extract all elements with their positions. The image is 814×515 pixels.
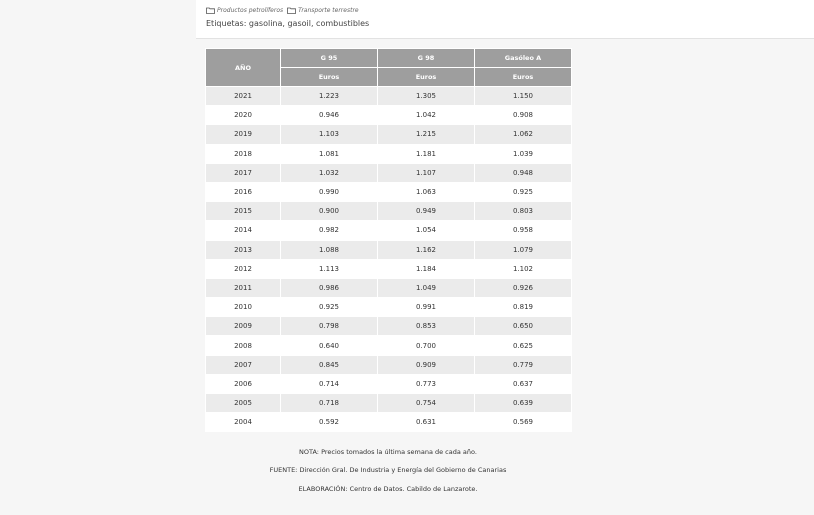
folder-icon xyxy=(287,7,296,14)
price-cell: 0.982 xyxy=(281,221,378,240)
price-cell: 0.853 xyxy=(378,317,475,336)
price-cell: 1.107 xyxy=(378,163,475,182)
table-row xyxy=(206,278,572,297)
fuel-price-table xyxy=(205,48,572,432)
price-cell: 0.909 xyxy=(378,355,475,374)
year-cell: 2006 xyxy=(206,374,281,393)
tags-line: Etiquetas: gasolina, gasoil, combustibles xyxy=(206,19,370,28)
year-cell: 2009 xyxy=(206,317,281,336)
elaboration-text: ELABORACIÓN: Centro de Datos. Cabildo de Lanzarote. xyxy=(298,485,478,493)
price-cell: 0.925 xyxy=(475,182,572,201)
table-row xyxy=(206,413,572,432)
price-cell: 0.639 xyxy=(475,394,572,413)
year-cell: 2017 xyxy=(206,163,281,182)
year-cell: 2012 xyxy=(206,259,281,278)
price-cell: 0.754 xyxy=(378,394,475,413)
year-cell: 2008 xyxy=(206,336,281,355)
column-header-g98: G 98 xyxy=(378,49,475,68)
price-cell: 0.803 xyxy=(475,202,572,221)
year-cell: 2015 xyxy=(206,202,281,221)
category-label: Transporte terrestre xyxy=(298,7,359,14)
year-cell: 2016 xyxy=(206,182,281,201)
folder-icon xyxy=(206,7,215,14)
table-row xyxy=(206,221,572,240)
price-cell: 0.718 xyxy=(281,394,378,413)
price-cell: 1.184 xyxy=(378,259,475,278)
column-header-gasoleo: Gasóleo A xyxy=(475,49,572,68)
price-cell: 1.032 xyxy=(281,163,378,182)
price-cell: 0.714 xyxy=(281,374,378,393)
source-text: FUENTE: Dirección Gral. De Industria y Energía del Gobierno de Canarias xyxy=(269,466,507,474)
price-cell: 1.113 xyxy=(281,259,378,278)
table-row xyxy=(206,394,572,413)
price-cell: 0.900 xyxy=(281,202,378,221)
column-header-year: AÑO xyxy=(206,49,281,87)
year-cell: 2014 xyxy=(206,221,281,240)
price-cell: 1.088 xyxy=(281,240,378,259)
category-link-transporte[interactable] xyxy=(287,7,358,14)
price-cell: 1.215 xyxy=(378,125,475,144)
price-cell: 0.908 xyxy=(475,106,572,125)
table-row xyxy=(206,144,572,163)
column-header-g95: G 95 xyxy=(281,49,378,68)
price-cell: 1.039 xyxy=(475,144,572,163)
unit-header: Euros xyxy=(378,68,475,87)
price-cell: 1.063 xyxy=(378,182,475,201)
table-row xyxy=(206,202,572,221)
price-cell: 0.631 xyxy=(378,413,475,432)
year-cell: 2020 xyxy=(206,106,281,125)
table-row xyxy=(206,163,572,182)
price-cell: 0.779 xyxy=(475,355,572,374)
price-cell: 1.103 xyxy=(281,125,378,144)
price-cell: 0.986 xyxy=(281,278,378,297)
price-cell: 1.081 xyxy=(281,144,378,163)
table-header-row xyxy=(206,49,572,68)
category-label: Productos petrolíferos xyxy=(217,7,284,14)
year-cell: 2004 xyxy=(206,413,281,432)
category-list xyxy=(206,7,363,14)
price-cell: 0.819 xyxy=(475,298,572,317)
price-cell: 0.948 xyxy=(475,163,572,182)
table-row xyxy=(206,182,572,201)
year-cell: 2007 xyxy=(206,355,281,374)
table-row xyxy=(206,317,572,336)
table-row xyxy=(206,106,572,125)
unit-header: Euros xyxy=(475,68,572,87)
table-body xyxy=(206,87,572,432)
price-cell: 0.650 xyxy=(475,317,572,336)
year-cell: 2021 xyxy=(206,87,281,106)
table-row xyxy=(206,87,572,106)
price-cell: 1.181 xyxy=(378,144,475,163)
year-cell: 2010 xyxy=(206,298,281,317)
year-cell: 2013 xyxy=(206,240,281,259)
table-row xyxy=(206,259,572,278)
unit-header: Euros xyxy=(281,68,378,87)
year-cell: 2011 xyxy=(206,278,281,297)
note-text: NOTA: Precios tomados la última semana de cada año. xyxy=(299,448,477,456)
price-cell: 1.062 xyxy=(475,125,572,144)
price-cell: 0.700 xyxy=(378,336,475,355)
price-cell: 0.958 xyxy=(475,221,572,240)
price-cell: 0.845 xyxy=(281,355,378,374)
price-cell: 0.637 xyxy=(475,374,572,393)
price-cell: 0.925 xyxy=(281,298,378,317)
table-row xyxy=(206,336,572,355)
table-row xyxy=(206,374,572,393)
price-cell: 1.102 xyxy=(475,259,572,278)
table-row xyxy=(206,125,572,144)
price-cell: 1.079 xyxy=(475,240,572,259)
price-cell: 1.054 xyxy=(378,221,475,240)
price-cell: 1.162 xyxy=(378,240,475,259)
price-cell: 0.569 xyxy=(475,413,572,432)
price-cell: 1.150 xyxy=(475,87,572,106)
price-cell: 0.773 xyxy=(378,374,475,393)
price-cell: 0.946 xyxy=(281,106,378,125)
price-cell: 0.926 xyxy=(475,278,572,297)
price-cell: 0.949 xyxy=(378,202,475,221)
year-cell: 2019 xyxy=(206,125,281,144)
price-cell: 1.223 xyxy=(281,87,378,106)
category-link-productos[interactable] xyxy=(206,7,283,14)
year-cell: 2005 xyxy=(206,394,281,413)
price-cell: 0.991 xyxy=(378,298,475,317)
price-cell: 1.305 xyxy=(378,87,475,106)
price-cell: 0.625 xyxy=(475,336,572,355)
table-row xyxy=(206,240,572,259)
price-cell: 1.049 xyxy=(378,278,475,297)
price-cell: 0.640 xyxy=(281,336,378,355)
price-cell: 0.798 xyxy=(281,317,378,336)
table-row xyxy=(206,298,572,317)
price-cell: 0.592 xyxy=(281,413,378,432)
year-cell: 2018 xyxy=(206,144,281,163)
price-cell: 1.042 xyxy=(378,106,475,125)
price-cell: 0.990 xyxy=(281,182,378,201)
table-row xyxy=(206,355,572,374)
